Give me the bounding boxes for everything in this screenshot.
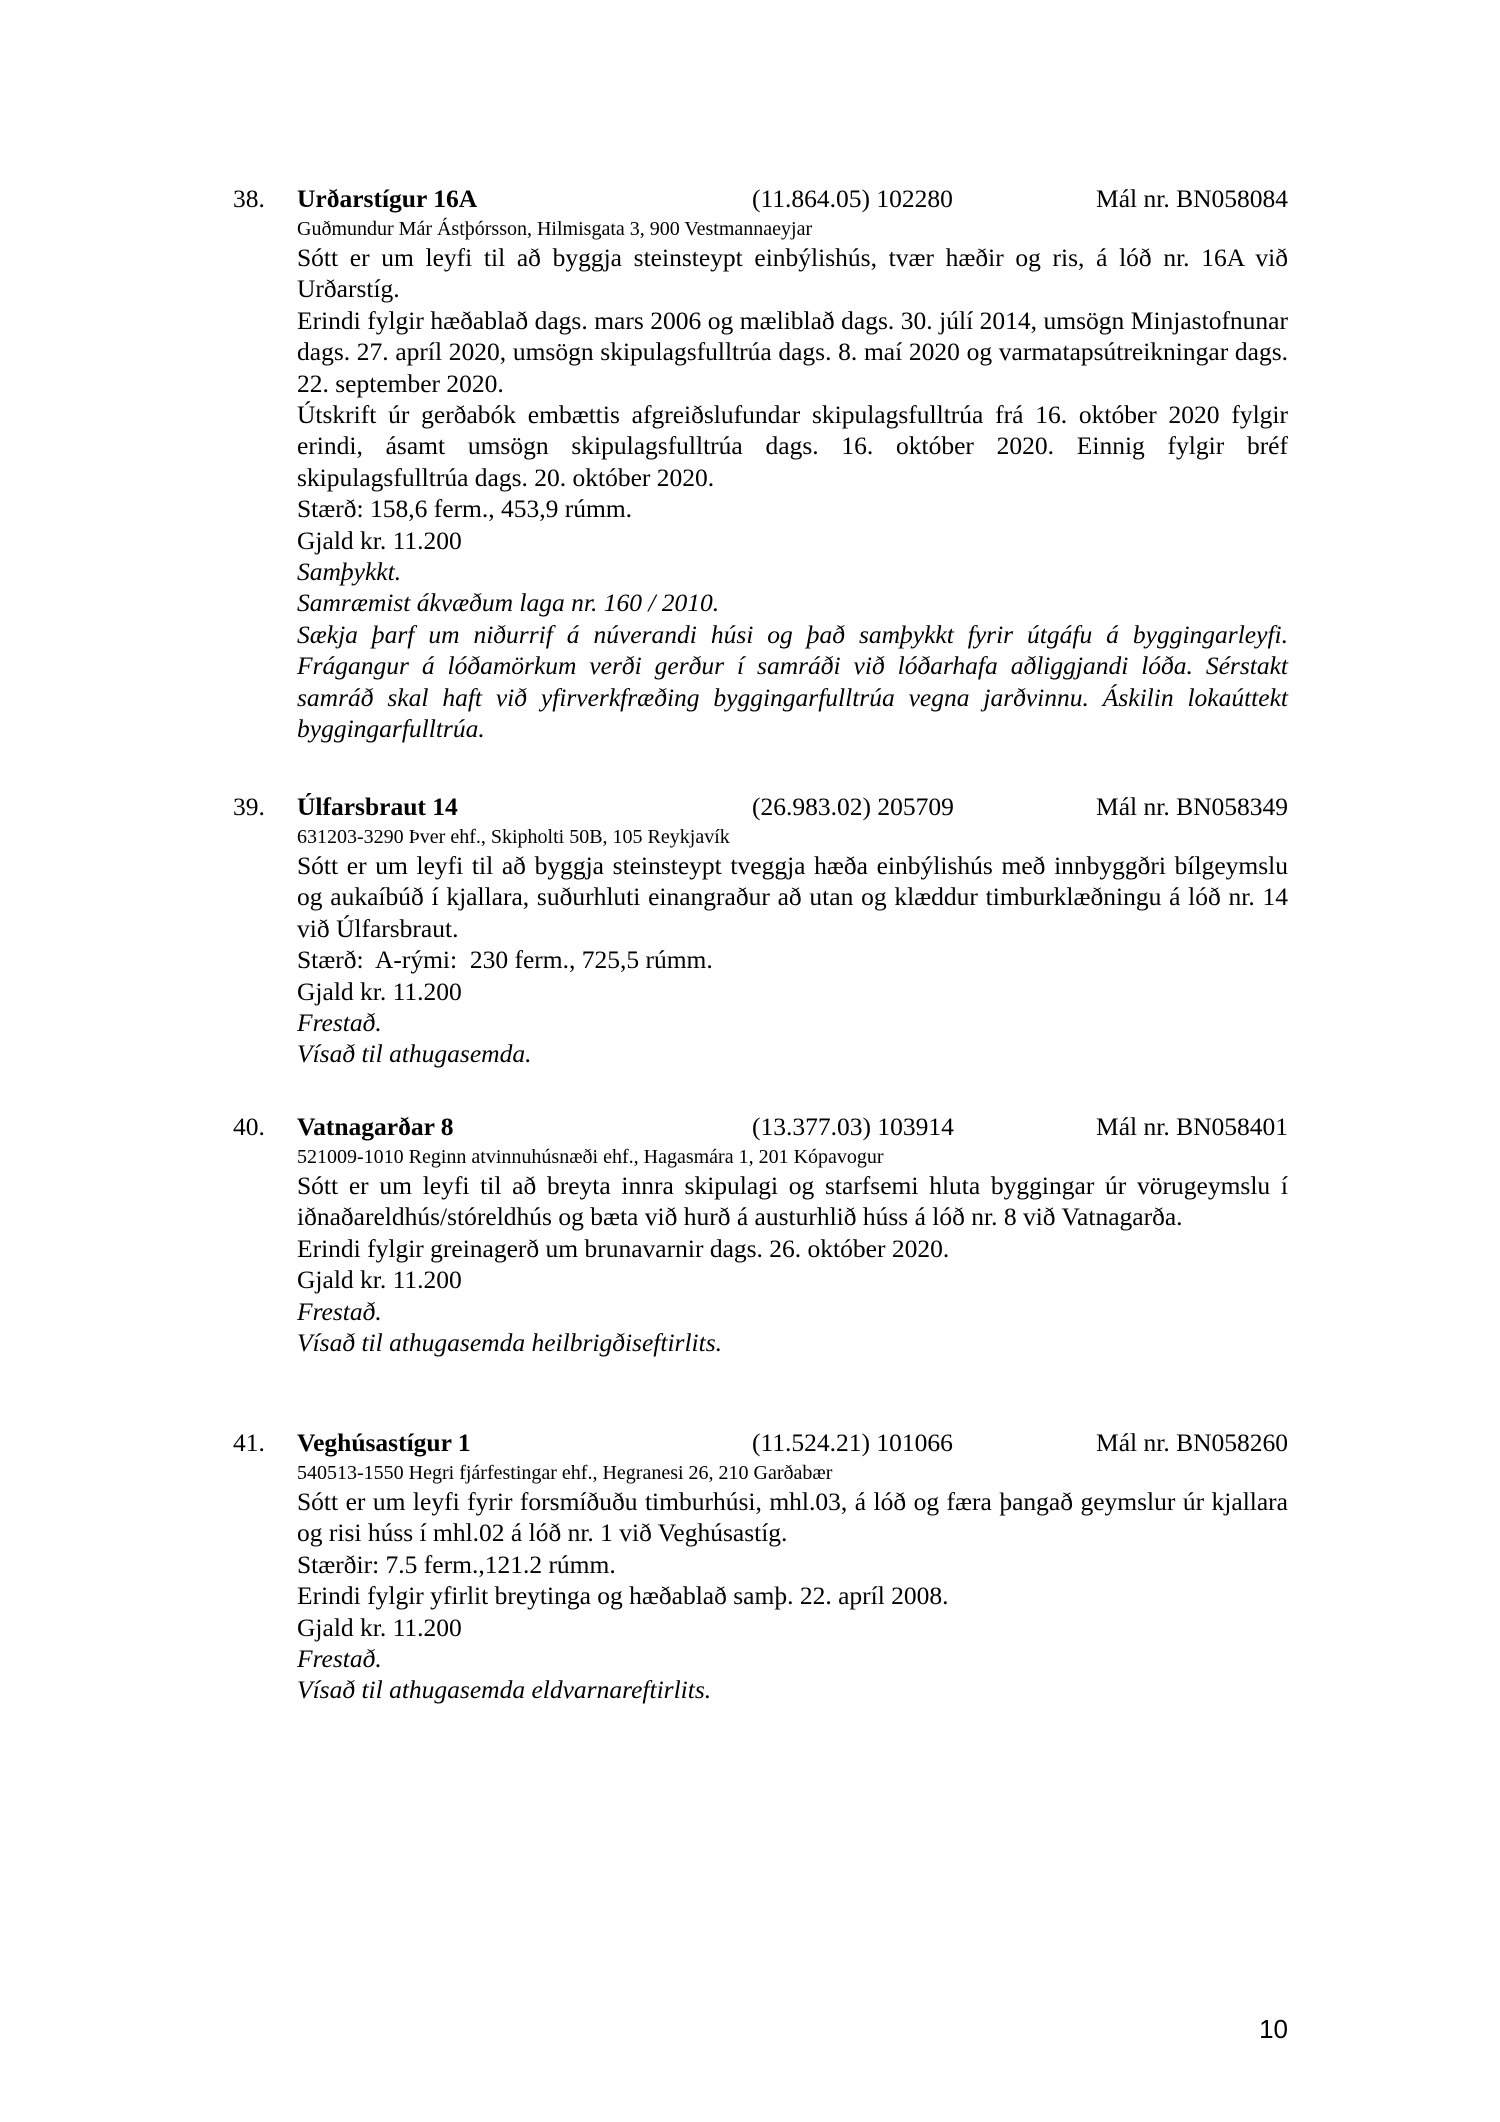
applicant: 540513-1550 Hegri fjárfestingar ehf., Hegranesi 26, 210 Garðabær xyxy=(297,1462,833,1484)
extract: Útskrift úr gerðabók embættis afgreiðslufundar skipulagsfulltrúa frá 16. október 2020 fylgir erindi, ásamt umsögn skipulagsfulltrúa dags. 16. október 2020. Einnig fylgir bréf skipulagsfulltrúa dags. 20. október 2020. xyxy=(297,400,1288,492)
property-reference: (26.983.02) 205709 xyxy=(752,792,954,821)
case-number: Mál nr. BN058260 xyxy=(1096,1428,1288,1457)
applicant: Guðmundur Már Ástþórsson, Hilmisgata 3, 900 Vestmannaeyjar xyxy=(297,218,813,240)
applicant: 521009-1010 Reginn atvinnuhúsnæði ehf., Hagasmára 1, 201 Kópavogur xyxy=(297,1146,884,1168)
fee: Gjald kr. 11.200 xyxy=(297,976,462,1006)
case-entry-40 xyxy=(233,1110,1288,1358)
attachments: Erindi fylgir yfirlit breytinga og hæðablað samþ. 22. apríl 2008. xyxy=(297,1581,949,1611)
size: Stærð: A-rými: 230 ferm., 725,5 rúmm. xyxy=(297,945,713,975)
property-reference: (11.864.05) 102280 xyxy=(752,184,953,213)
size: Stærð: 158,6 ferm., 453,9 rúmm. xyxy=(297,494,633,524)
decision: Frestað. xyxy=(297,1644,382,1674)
entry-header xyxy=(233,182,1288,216)
decision: Frestað. xyxy=(297,1008,382,1038)
page-number: 10 xyxy=(1259,2014,1288,2044)
case-entry-38 xyxy=(233,182,1288,745)
fee: Gjald kr. 11.200 xyxy=(297,525,462,555)
case-entry-41 xyxy=(233,1426,1288,1706)
decision: Samþykkt. xyxy=(297,557,402,587)
case-number: Mál nr. BN058349 xyxy=(1096,792,1288,821)
note: Vísað til athugasemda eldvarnareftirlits. xyxy=(297,1675,712,1705)
attachments: Erindi fylgir greinagerð um brunavarnir dags. 26. október 2020. xyxy=(297,1233,950,1263)
property-reference: (13.377.03) 103914 xyxy=(752,1112,954,1141)
note: Vísað til athugasemda. xyxy=(297,1039,532,1069)
property-address: Úlfarsbraut 14 xyxy=(297,792,458,821)
property-address: Vatnagarðar 8 xyxy=(297,1112,454,1141)
description: Sótt er um leyfi til að byggja steinsteypt tveggja hæða einbýlishús með innbyggðri bílgeymslu og aukaíbúð í kjallara, suðurhluti einangraður að utan og klæddur timburklæðningu á lóð nr. 14 við Úlfarsbraut. xyxy=(297,851,1288,943)
condition: Samræmist ákvæðum laga nr. 160 / 2010. xyxy=(297,588,720,618)
property-address: Veghúsastígur 1 xyxy=(297,1428,471,1457)
entry-number: 40. xyxy=(233,1112,265,1141)
fee: Gjald kr. 11.200 xyxy=(297,1612,462,1642)
entry-header xyxy=(233,1426,1288,1460)
applicant: 631203-3290 Þver ehf., Skipholti 50B, 105 Reykjavík xyxy=(297,826,730,848)
case-number: Mál nr. BN058084 xyxy=(1096,184,1288,213)
entry-number: 38. xyxy=(233,184,265,213)
property-reference: (11.524.21) 101066 xyxy=(752,1428,953,1457)
case-entry-39 xyxy=(233,790,1288,1070)
entry-number: 39. xyxy=(233,792,265,821)
description: Sótt er um leyfi fyrir forsmíðuðu timburhúsi, mhl.03, á lóð og færa þangað geymslur úr kjallara og risi húss í mhl.02 á lóð nr. 1 við Veghúsastíg. xyxy=(297,1487,1288,1548)
description: Sótt er um leyfi til að breyta innra skipulagi og starfsemi hluta byggingar úr vörugeymslu í iðnaðareldhús/stóreldhús og bæta við hurð á austurhlið húss á lóð nr. 8 við Vatnagarða. xyxy=(297,1171,1288,1232)
entry-header xyxy=(233,1110,1288,1144)
description: Sótt er um leyfi til að byggja steinsteypt einbýlishús, tvær hæðir og ris, á lóð nr. 16A við Urðarstíg. xyxy=(297,243,1288,304)
note: Vísað til athugasemda heilbrigðiseftirlits. xyxy=(297,1328,723,1358)
decision: Frestað. xyxy=(297,1296,382,1326)
entry-header xyxy=(233,790,1288,824)
case-number: Mál nr. BN058401 xyxy=(1096,1112,1288,1141)
entry-number: 41. xyxy=(233,1428,265,1457)
size: Stærðir: 7.5 ferm.,121.2 rúmm. xyxy=(297,1549,616,1579)
fee: Gjald kr. 11.200 xyxy=(297,1265,462,1295)
condition: Sækja þarf um niðurrif á núverandi húsi og það samþykkt fyrir útgáfu á byggingarleyfi. Frágangur á lóðamörkum verði gerður í samráði við lóðarhafa aðliggjandi lóða. Sérstakt samráð skal haft við yfirverkfræðing byggingarfulltrúa vegna jarðvinnu. Áskilin lokaúttekt byggingarfulltrúa. xyxy=(297,619,1288,744)
property-address: Urðarstígur 16A xyxy=(297,184,478,213)
attachments: Erindi fylgir hæðablað dags. mars 2006 og mæliblað dags. 30. júlí 2014, umsögn Minjastofnunar dags. 27. apríl 2020, umsögn skipulagsfulltrúa dags. 8. maí 2020 og varmatapsútreikningar dags. 22. september 2020. xyxy=(297,305,1288,398)
